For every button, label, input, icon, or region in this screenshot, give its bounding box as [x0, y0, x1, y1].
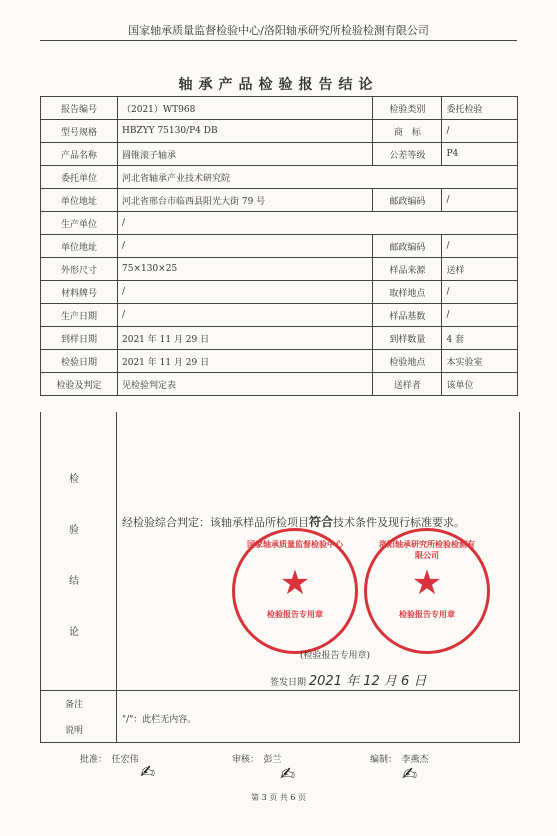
table-row [41, 304, 518, 327]
info-table [40, 96, 518, 396]
conclusion-char: 验 [69, 525, 79, 536]
field-value: / [118, 212, 518, 235]
conclusion-char: 结 [69, 576, 79, 587]
field-value: / [442, 235, 518, 258]
approver-label: 批准： 任宏伟 [80, 755, 139, 765]
field-label: 检验及判定 [41, 373, 118, 396]
field-label: 样品基数 [373, 304, 442, 327]
divider [40, 690, 518, 691]
reviewer-label: 审核： 彭兰 [232, 755, 282, 765]
table-row [41, 97, 518, 120]
signature: ✍ [402, 764, 418, 785]
issue-date [270, 670, 426, 689]
field-label: 公差等级 [373, 143, 442, 166]
table-row [41, 373, 518, 396]
compiler-label: 编制： 李燕杰 [370, 755, 429, 765]
table-row [41, 258, 518, 281]
approver [80, 752, 139, 765]
field-label: 送样者 [373, 373, 442, 396]
field-value: （2021）WT968 [118, 97, 373, 120]
field-value: 该单位 [442, 373, 518, 396]
seal-text: 国家轴承质量监督检验中心 [247, 539, 343, 549]
field-label: 报告编号 [41, 97, 118, 120]
table-row [41, 143, 518, 166]
field-label: 检验类别 [373, 97, 442, 120]
field-value: 4 套 [442, 327, 518, 350]
conclusion-post: 技术条件及现行标准要求。 [333, 516, 466, 529]
field-label: 单位地址 [41, 235, 118, 258]
field-label: 样品来源 [373, 258, 442, 281]
seal-text: 洛阳轴承研究所检验检测有限公司 [379, 539, 475, 560]
conclusion-char: 论 [69, 627, 79, 638]
compiler [370, 752, 429, 765]
field-value: 圆锥滚子轴承 [118, 143, 373, 166]
field-label: 邮政编码 [373, 189, 442, 212]
header-rule [40, 40, 517, 41]
conclusion-char: 检 [69, 474, 79, 485]
field-value: / [442, 281, 518, 304]
field-label: 产品名称 [41, 143, 118, 166]
divider [116, 412, 117, 742]
field-label: 生产日期 [41, 304, 118, 327]
table-row [41, 189, 518, 212]
field-label: 材料牌号 [41, 281, 118, 304]
field-value: 河北省邢台市临西县阳光大街 79 号 [118, 189, 373, 212]
page-number: 第 3 页 共 6 页 [251, 793, 306, 802]
field-value: 见检验判定表 [118, 373, 373, 396]
report-title: 轴承产品检验报告结论 [178, 77, 379, 93]
table-row [41, 327, 518, 350]
field-value: 本实验室 [442, 350, 518, 373]
official-seal [232, 528, 358, 654]
field-value: / [442, 120, 518, 143]
field-value: / [118, 235, 373, 258]
field-label: 外形尺寸 [41, 258, 118, 281]
signature: ✍ [280, 764, 296, 785]
field-value: 委托检验 [442, 97, 518, 120]
remark-label [40, 690, 108, 742]
field-value: 75×130×25 [118, 258, 373, 281]
field-label: 型号规格 [41, 120, 118, 143]
issue-date-label: 签发日期 [270, 678, 307, 688]
remark-label-line: 说明 [64, 726, 83, 736]
field-value: 2021 年 11 月 29 日 [118, 327, 373, 350]
star-icon: ★ [279, 563, 311, 603]
field-value: 河北省轴承产业技术研究院 [118, 166, 518, 189]
table-row [41, 281, 518, 304]
table-row [41, 235, 518, 258]
table-row [41, 166, 518, 189]
remark-label-line: 备注 [64, 700, 83, 710]
field-label: 取样地点 [373, 281, 442, 304]
field-value: / [442, 189, 518, 212]
official-seal [364, 528, 490, 654]
field-label: 到样日期 [41, 327, 118, 350]
reviewer [232, 752, 282, 765]
conclusion-pre: 经检验综合判定：该轴承样品所检项目 [122, 516, 309, 529]
star-icon: ★ [411, 563, 443, 603]
conclusion-text [122, 512, 508, 533]
field-label: 到样数量 [373, 327, 442, 350]
field-value: HBZYY 75130/P4 DB [118, 120, 373, 143]
seal-subtext: 检验报告专用章 [399, 609, 455, 619]
field-label: 单位地址 [41, 189, 118, 212]
field-label: 委托单位 [41, 166, 118, 189]
field-value: 2021 年 11 月 29 日 [118, 350, 373, 373]
field-value: / [442, 304, 518, 327]
field-value: P4 [442, 143, 518, 166]
table-row [41, 212, 518, 235]
field-value: / [118, 304, 373, 327]
table-row [41, 350, 518, 373]
conclusion-label [40, 412, 108, 690]
field-value: / [118, 281, 373, 304]
remark-text: "/"：此栏无内容。 [122, 715, 197, 725]
signature: ✍ [140, 762, 156, 783]
conclusion-verdict: 符合 [309, 515, 334, 529]
seal-subtext: 检验报告专用章 [267, 609, 323, 619]
field-label: 邮政编码 [373, 235, 442, 258]
field-label: 商 标 [373, 120, 442, 143]
org-header: 国家轴承质量监督检验中心/洛阳轴承研究所检验检测有限公司 [128, 24, 429, 37]
stamp-caption: (检验报告专用章) [300, 651, 371, 661]
table-row [41, 120, 518, 143]
issue-date-value: 2021 年 12 月 6 日 [308, 674, 427, 689]
field-label: 检验日期 [41, 350, 118, 373]
field-label: 检验地点 [373, 350, 442, 373]
field-value: 送样 [442, 258, 518, 281]
field-label: 生产单位 [41, 212, 118, 235]
